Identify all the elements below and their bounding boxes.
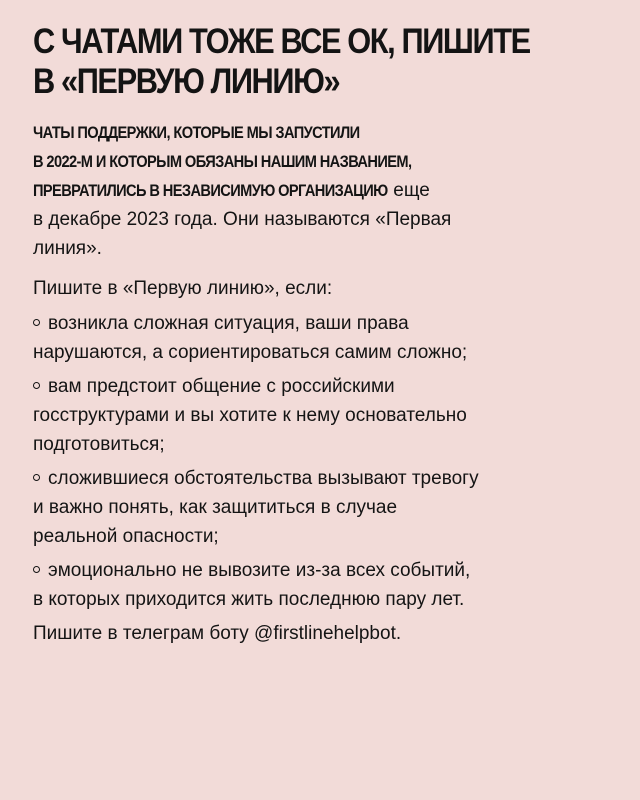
- lead-tail-2: в декабре 2023 года. Они называются «Первая: [33, 209, 452, 230]
- lead-row-3: [33, 176, 613, 205]
- list-item: [33, 309, 613, 367]
- intro-text: Пишите в «Первую линию», если:: [33, 278, 333, 299]
- list-item-line-3: реальной опасности;: [33, 526, 219, 547]
- bullet-circle-icon: [33, 474, 40, 481]
- text-card: [33, 22, 613, 648]
- list-item-line-1: вам предстоит общение с российскими: [48, 376, 395, 397]
- list-item: [33, 464, 613, 551]
- bullet-circle-icon: [33, 566, 40, 573]
- list-item-line-2: и важно понять, как защититься в случае: [33, 497, 398, 518]
- list-item-line-3: подготовиться;: [33, 434, 165, 455]
- list-item-line-2: в которых приходится жить последнюю пару лет.: [33, 589, 465, 610]
- bullet-circle-icon: [33, 382, 40, 389]
- lead-caps-line-3: ПРЕВРАТИЛИСЬ В НЕЗАВИСИМУЮ ОРГАНИЗАЦИЮ: [33, 181, 388, 200]
- list-item-line-1: сложившиеся обстоятельства вызывают тревогу: [48, 468, 479, 489]
- list-item: [33, 372, 613, 459]
- list-item: [33, 556, 613, 614]
- lead-paragraph: [33, 118, 613, 263]
- outro-text: Пишите в телеграм боту @firstlinehelpbot.: [33, 623, 402, 644]
- bullet-circle-icon: [33, 319, 40, 326]
- lead-caps-line-2: В 2022-М И КОТОРЫМ ОБЯЗАНЫ НАШИМ НАЗВАНИЕМ,: [33, 152, 412, 171]
- lead-caps-line-1: ЧАТЫ ПОДДЕРЖКИ, КОТОРЫЕ МЫ ЗАПУСТИЛИ: [33, 123, 360, 142]
- list-item-line-2: госструктурами и вы хотите к нему основательно: [33, 405, 467, 426]
- list-item-line-1: эмоционально не вывозите из-за всех событий,: [48, 560, 471, 581]
- lead-tail-3: линия».: [33, 238, 102, 259]
- headline-line-2: В «ПЕРВУЮ ЛИНИЮ»: [33, 62, 340, 101]
- list-item-line-2: нарушаются, а сориентироваться самим сложно;: [33, 342, 468, 363]
- headline: [33, 22, 614, 102]
- reasons-list: [33, 309, 613, 614]
- lead-tail-1: еще: [387, 180, 430, 201]
- headline-line-1: С ЧАТАМИ ТОЖЕ ВСЕ ОК, ПИШИТЕ: [33, 22, 530, 61]
- list-item-line-1: возникла сложная ситуация, ваши права: [48, 313, 409, 334]
